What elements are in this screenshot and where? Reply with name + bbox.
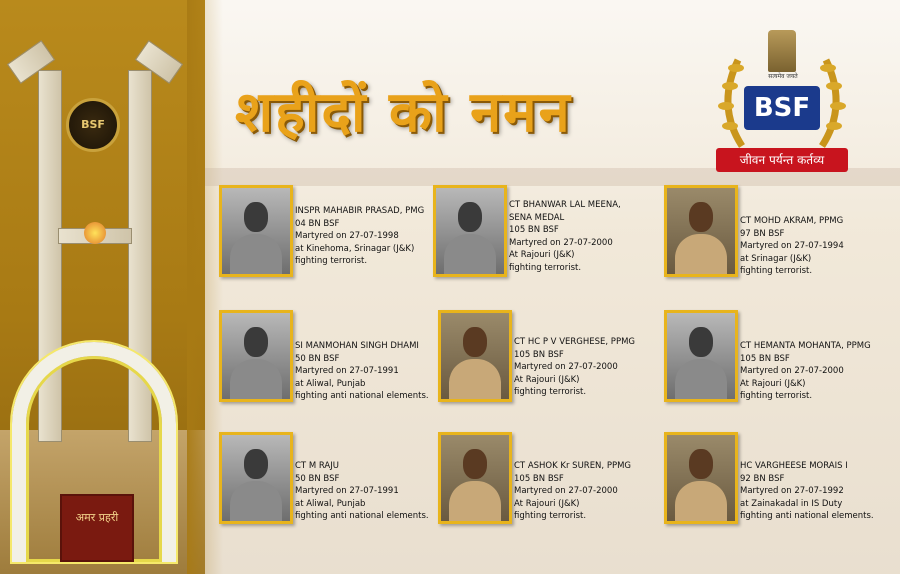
martyr-date: Martyred on 27-07-2000 xyxy=(514,362,618,372)
martyr-note: fighting terrorist. xyxy=(295,256,368,266)
martyr-date: Martyred on 27-07-2000 xyxy=(509,237,613,248)
martyr-info xyxy=(295,460,435,523)
martyr-name-2: SENA MEDAL xyxy=(509,212,565,223)
martyr-photo xyxy=(433,185,507,277)
martyr-name: CT MOHD AKRAM, PPMG xyxy=(740,216,844,226)
martyr-unit: 105 BN BSF xyxy=(514,349,564,360)
martyr-photo xyxy=(438,432,512,524)
page-title: शहीदों को नमन xyxy=(235,80,572,145)
martyr-unit: 97 BN BSF xyxy=(740,228,785,239)
martyr-unit: 105 BN BSF xyxy=(514,473,564,484)
martyr-info xyxy=(740,215,880,278)
martyr-place: at Srinagar (J&K) xyxy=(740,253,812,264)
martyr-card xyxy=(664,432,874,532)
martyr-photo xyxy=(219,310,293,402)
martyr-card xyxy=(664,185,874,285)
martyr-info xyxy=(295,205,435,268)
martyr-card xyxy=(219,432,429,532)
emblem-top-text: सत्यमेव जयते xyxy=(768,73,798,80)
martyr-place: At Rajouri (J&K) xyxy=(514,374,580,385)
martyr-note: fighting anti national elements. xyxy=(295,511,429,521)
martyr-note: fighting terrorist. xyxy=(514,387,587,397)
emblem-label: BSF xyxy=(744,86,820,130)
memorial-bsf-badge: BSF xyxy=(66,98,120,152)
martyr-unit: 50 BN BSF xyxy=(295,473,340,484)
martyr-date: Martyred on 27-07-2000 xyxy=(740,366,844,376)
martyr-note: fighting anti national elements. xyxy=(740,511,874,521)
martyr-date: Martyred on 27-07-1998 xyxy=(295,231,399,241)
martyr-name: CT BHANWAR LAL MEENA, xyxy=(509,200,621,210)
martyr-photo xyxy=(664,310,738,402)
martyr-photo xyxy=(219,432,293,524)
bsf-emblem xyxy=(712,26,852,176)
martyr-note: fighting anti national elements. xyxy=(295,391,429,401)
martyr-info xyxy=(514,336,654,399)
martyr-note: fighting terrorist. xyxy=(514,511,587,521)
flower-wreath-icon xyxy=(84,222,106,244)
martyr-place: At Rajouri (J&K) xyxy=(509,250,575,260)
martyr-name: CT HC P V VERGHESE, PPMG xyxy=(514,337,635,347)
martyr-name: INSPR MAHABIR PRASAD, PMG xyxy=(295,206,425,216)
martyr-card xyxy=(433,185,643,285)
martyr-unit: 92 BN BSF xyxy=(740,473,785,484)
ashoka-emblem-icon xyxy=(768,30,796,72)
martyr-unit: 105 BN BSF xyxy=(740,353,790,364)
martyr-note: fighting terrorist. xyxy=(509,262,582,273)
martyr-photo xyxy=(664,185,738,277)
memorial-panel xyxy=(0,0,205,574)
martyr-place: at Kinehoma, Srinagar (J&K) xyxy=(295,243,415,254)
martyr-photo xyxy=(219,185,293,277)
martyr-name: CT ASHOK Kr SUREN, PPMG xyxy=(514,461,631,471)
martyr-date: Martyred on 27-07-2000 xyxy=(514,486,618,496)
martyr-unit: 04 BN BSF xyxy=(295,218,340,229)
martyr-note: fighting terrorist. xyxy=(740,391,813,401)
martyr-card xyxy=(438,310,648,410)
martyr-card xyxy=(219,185,429,285)
martyr-date: Martyred on 27-07-1992 xyxy=(740,486,844,496)
martyr-place: At Rajouri (J&K) xyxy=(740,378,806,389)
martyr-info xyxy=(740,340,880,403)
martyr-card xyxy=(664,310,874,410)
martyr-info xyxy=(509,199,649,274)
martyr-name: CT HEMANTA MOHANTA, PPMG xyxy=(740,341,871,351)
martyr-card xyxy=(438,432,648,532)
martyr-place: At Rajouri (J&K) xyxy=(514,498,580,509)
martyr-info xyxy=(295,340,435,403)
martyr-place: at Zainakadal in IS Duty xyxy=(740,498,843,509)
martyr-place: at Aliwal, Punjab xyxy=(295,378,366,389)
martyr-info xyxy=(514,460,654,523)
martyr-photo xyxy=(438,310,512,402)
martyr-info xyxy=(740,460,880,523)
martyr-date: Martyred on 27-07-1991 xyxy=(295,366,399,376)
martyr-name: SI MANMOHAN SINGH DHAMI xyxy=(295,341,419,351)
martyr-card xyxy=(219,310,429,410)
emblem-motto: जीवन पर्यन्त कर्तव्य xyxy=(716,148,848,172)
martyr-note: fighting terrorist. xyxy=(740,266,813,276)
martyr-name: CT M RAJU xyxy=(295,461,339,471)
martyr-date: Martyred on 27-07-1991 xyxy=(295,486,399,496)
martyr-photo xyxy=(664,432,738,524)
martyr-unit: 50 BN BSF xyxy=(295,353,340,364)
amar-prahari-plaque xyxy=(60,494,134,562)
plaque-text: अमर प्रहरी xyxy=(75,511,119,524)
martyr-unit: 105 BN BSF xyxy=(509,225,559,235)
martyr-name: HC VARGHEESE MORAIS I xyxy=(740,461,848,471)
martyr-date: Martyred on 27-07-1994 xyxy=(740,241,844,251)
martyr-place: at Aliwal, Punjab xyxy=(295,498,366,509)
